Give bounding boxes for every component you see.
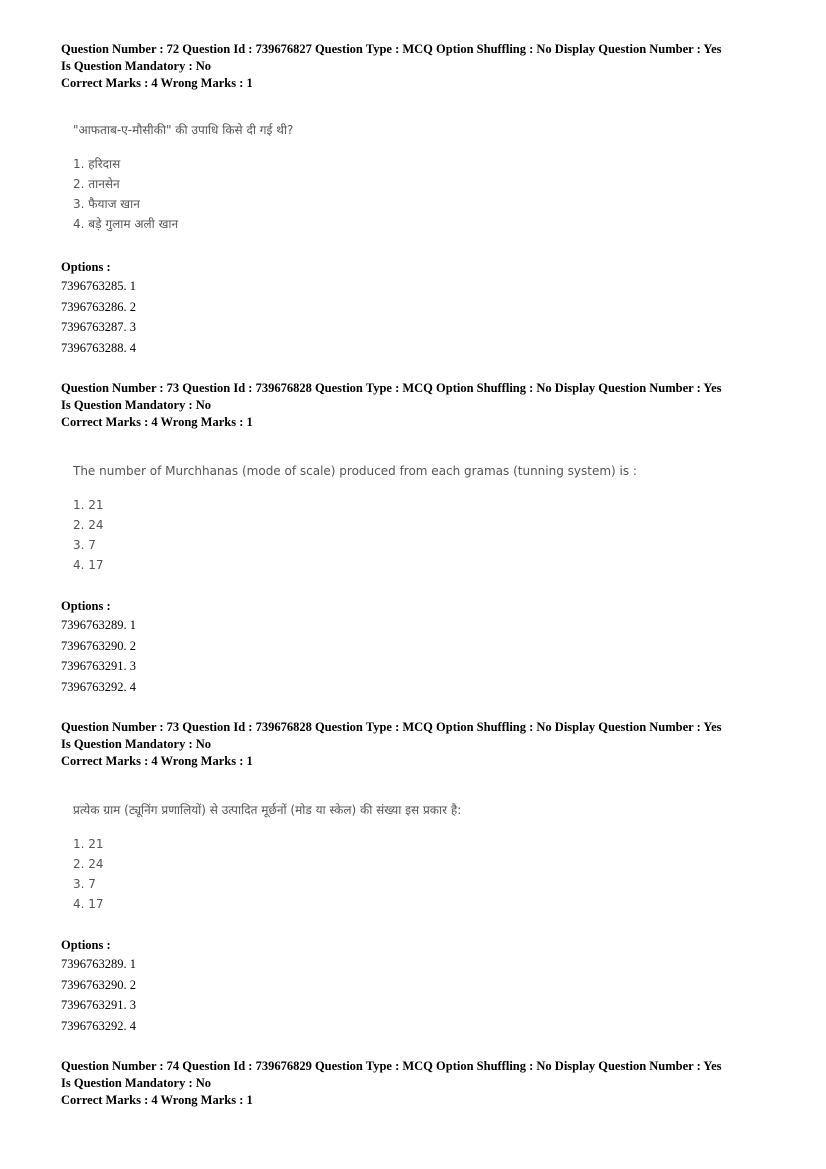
question-choice: 4. बड़े गुलाम अली खान — [73, 217, 179, 231]
option-item: 7396763291. 3 — [61, 659, 136, 673]
option-item: 7396763286. 2 — [61, 299, 136, 314]
question-choice: 1. 21 — [73, 837, 104, 851]
mandatory-line: Is Question Mandatory : No — [61, 59, 212, 73]
option-item: 7396763291. 3 — [61, 998, 136, 1012]
question-image — [73, 122, 293, 234]
marks-line: Correct Marks : 4 Wrong Marks : 1 — [61, 76, 253, 90]
option-item: 7396763285. 1 — [61, 279, 136, 293]
options-label: Options : — [61, 599, 111, 613]
question-choice: 1. 21 — [73, 498, 104, 512]
question-text: "आफताब-ए-मौसीकी" की उपाधि किसे दी गई थी? — [73, 123, 294, 137]
question-choice: 4. 17 — [73, 897, 104, 911]
question-header — [61, 1058, 781, 1109]
marks-line: Correct Marks : 4 Wrong Marks : 1 — [61, 415, 253, 429]
options-label: Options : — [61, 938, 111, 952]
option-item: 7396763290. 2 — [61, 977, 136, 992]
option-item: 7396763289. 1 — [61, 618, 136, 632]
question-meta-line: Question Number : 72 Question Id : 739676827 Question Type : MCQ Option Shuffling : No Display Question Number : Yes — [61, 42, 722, 56]
question-header — [61, 380, 781, 431]
question-choice: 3. 7 — [73, 877, 96, 891]
question-image — [73, 802, 461, 914]
question-choice: 4. 17 — [73, 558, 104, 572]
option-item: 7396763289. 1 — [61, 957, 136, 971]
question-choice: 2. 24 — [73, 518, 104, 532]
option-item: 7396763292. 4 — [61, 1018, 136, 1033]
question-text: The number of Murchhanas (mode of scale) produced from each gramas (tunning system) is : — [73, 464, 637, 478]
mandatory-line: Is Question Mandatory : No — [61, 1076, 212, 1090]
options-list — [61, 597, 781, 697]
options-label: Options : — [61, 260, 111, 274]
question-header — [61, 719, 781, 770]
marks-line: Correct Marks : 4 Wrong Marks : 1 — [61, 1093, 253, 1107]
mandatory-line: Is Question Mandatory : No — [61, 398, 212, 412]
question-text: प्रत्येक ग्राम (ट्यूनिंग प्रणालियों) से उत्पादित मूर्छनों (मोड या स्केल) की संख्या इस प्रकार है: — [73, 803, 462, 817]
option-item: 7396763288. 4 — [61, 340, 136, 355]
question-choice: 2. तानसेन — [73, 177, 120, 191]
question-choice: 2. 24 — [73, 857, 104, 871]
mandatory-line: Is Question Mandatory : No — [61, 737, 212, 751]
question-meta-line: Question Number : 73 Question Id : 739676828 Question Type : MCQ Option Shuffling : No Display Question Number : Yes — [61, 381, 722, 395]
option-item: 7396763290. 2 — [61, 638, 136, 653]
question-meta-line: Question Number : 74 Question Id : 739676829 Question Type : MCQ Option Shuffling : No Display Question Number : Yes — [61, 1059, 722, 1073]
question-meta-line: Question Number : 73 Question Id : 739676828 Question Type : MCQ Option Shuffling : No Display Question Number : Yes — [61, 720, 722, 734]
question-image — [73, 463, 637, 575]
question-choice: 3. फैयाज खान — [73, 197, 140, 211]
question-header — [61, 41, 781, 92]
question-choice: 3. 7 — [73, 538, 96, 552]
options-list — [61, 258, 781, 358]
marks-line: Correct Marks : 4 Wrong Marks : 1 — [61, 754, 253, 768]
options-list — [61, 936, 781, 1036]
question-choice: 1. हरिदास — [73, 157, 121, 171]
option-item: 7396763292. 4 — [61, 679, 136, 694]
option-item: 7396763287. 3 — [61, 320, 136, 334]
